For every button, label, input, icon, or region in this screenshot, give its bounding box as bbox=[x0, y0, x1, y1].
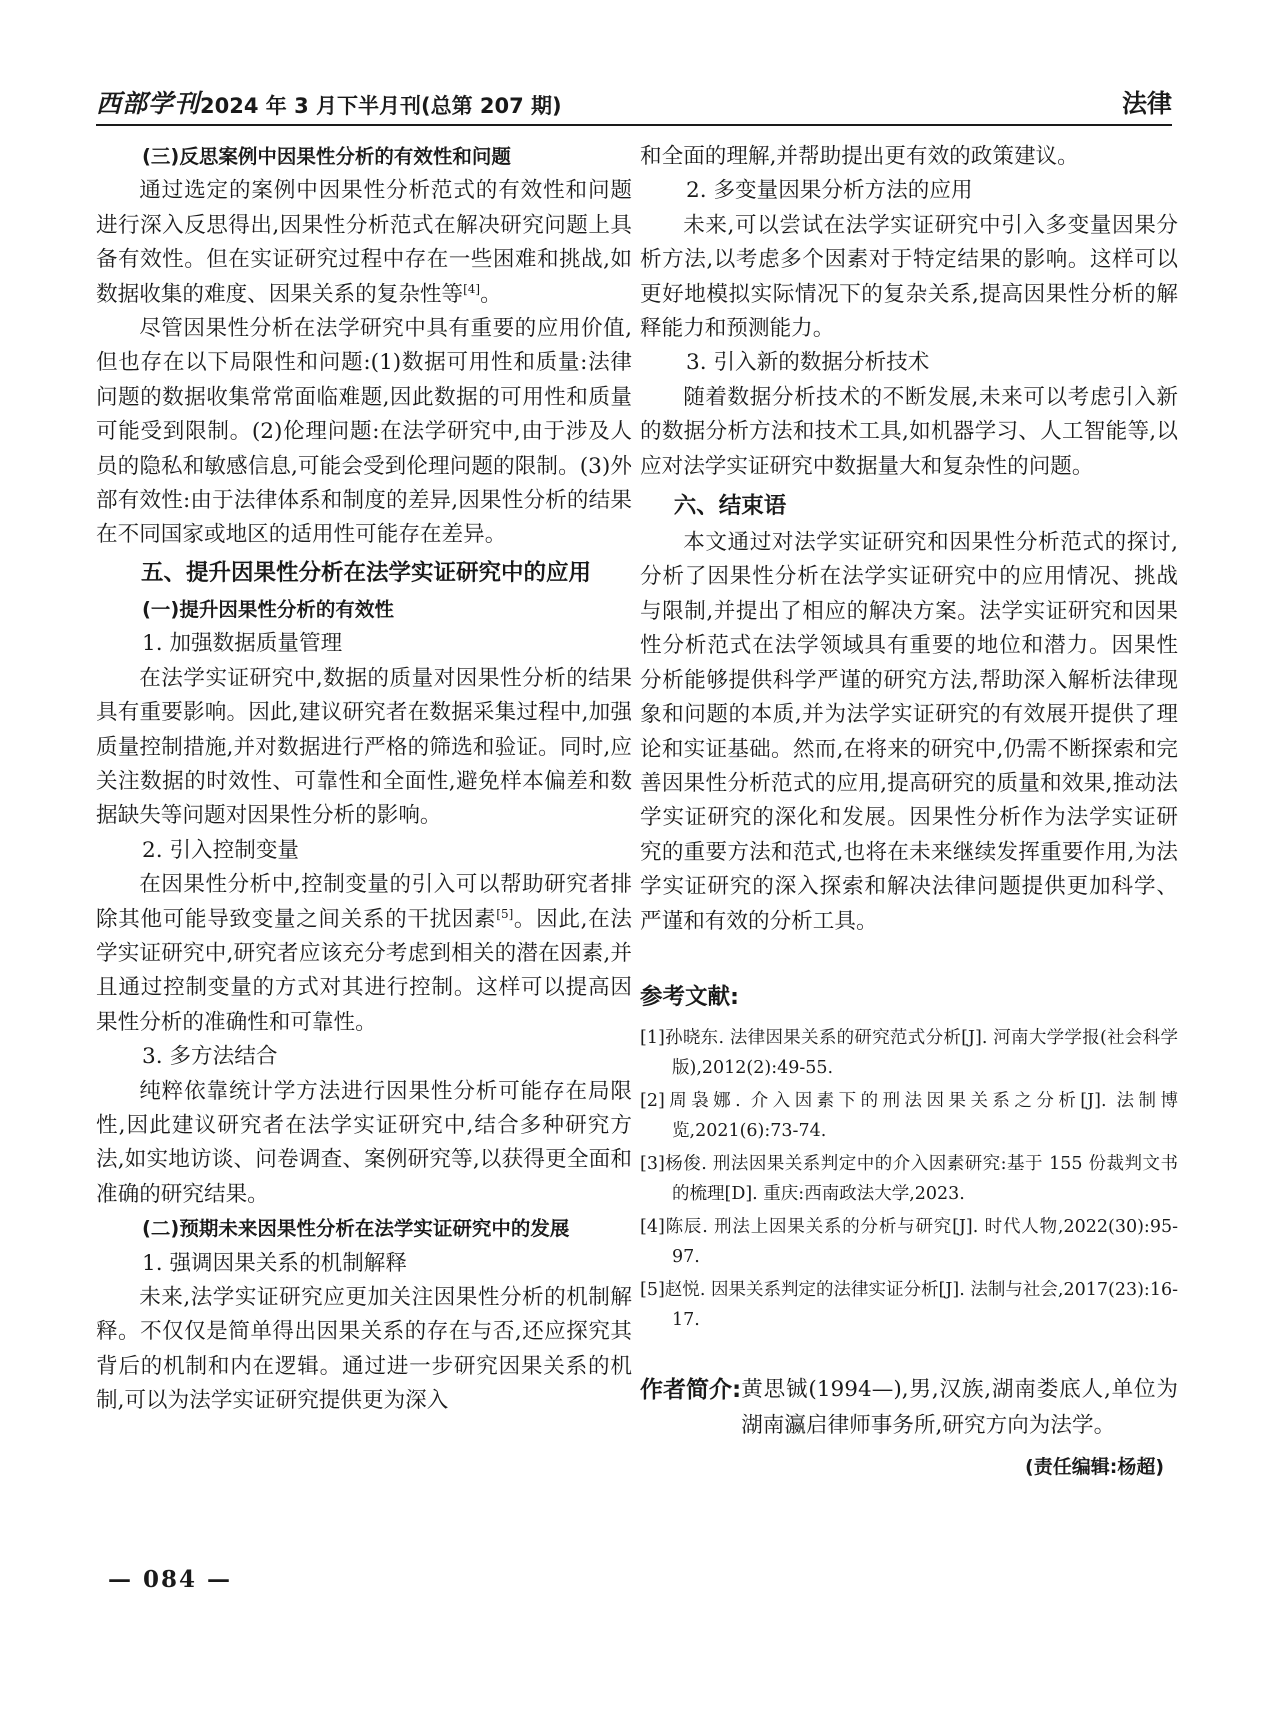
author-label: 作者简介: bbox=[640, 1376, 742, 1403]
item-heading: 3. 多方法结合 bbox=[142, 1044, 278, 1070]
paragraph: 在法学实证研究中,数据的质量对因果性分析的结果具有重要影响。因此,建议研究者在数据采集过程中,加强质量控制措施,并对数据进行严格的筛选和验证。同时,应关注数据的时效性、可靠性和全面性,避免样本偏差和数据缺失等问题对因果性分析的影响。 bbox=[96, 665, 632, 829]
paragraph: 未来,法学实证研究应更加关注因果性分析的机制解释。不仅仅是简单得出因果关系的存在与否,还应探究其背后的机制和内在逻辑。通过进一步研究因果关系的机制,可以为法学实证研究提供更为深入 bbox=[96, 1285, 632, 1414]
references-title: 参考文献: bbox=[640, 983, 739, 1010]
paragraph bbox=[96, 868, 632, 1040]
section-heading: 五、提升因果性分析在法学实证研究中的应用 bbox=[141, 559, 592, 586]
subsection-heading: (三)反思案例中因果性分析的有效性和问题 bbox=[142, 145, 511, 168]
section-name: 法律 bbox=[1121, 89, 1172, 118]
right-column bbox=[640, 140, 1178, 1479]
subsection-heading: (一)提升因果性分析的有效性 bbox=[142, 597, 394, 621]
reference-item: [4]陈辰. 刑法上因果关系的分析与研究[J]. 时代人物,2022(30):95-97. bbox=[640, 1216, 1178, 1268]
paragraph: 和全面的理解,并帮助提出更有效的政策建议。 bbox=[640, 144, 1079, 169]
paragraph: 本文通过对法学实证研究和因果性分析范式的探讨,分析了因果性分析在法学实证研究中的应用情况、挑战与限制,并提出了相应的解决方案。法学实证研究和因果性分析范式在法学领域具有重要的地位和潜力。因果性分析能够提供科学严谨的研究方法,帮助深入解析法律现象和问题的本质,并为法学实证研究的有效展开提供了理论和实证基础。然而,在将来的研究中,仍需不断探索和完善因果性分析范式的应用,提高研究的质量和效果,推动法学实证研究的深化和发展。因果性分析作为法学实证研究的重要方法和范式,也将在未来继续发挥重要作用,为法学实证研究的深入探索和解决法律问题提供更加科学、严谨和有效的分析工具。 bbox=[640, 530, 1178, 934]
reference-item: [3]杨俊. 刑法因果关系判定中的介入因素研究:基于 155 份裁判文书的梳理[D]. 重庆:西南政法大学,2023. bbox=[640, 1153, 1178, 1205]
author-text: 黄思铖(1994—),男,汉族,湖南娄底人,单位为湖南瀛启律师事务所,研究方向为法学。 bbox=[741, 1376, 1178, 1438]
reference-item: [1]孙晓东. 法律因果关系的研究范式分析[J]. 河南大学学报(社会科学版),2012(2):49-55. bbox=[640, 1027, 1178, 1079]
item-heading: 2. 多变量因果分析方法的应用 bbox=[686, 178, 973, 204]
paragraph: 未来,可以尝试在法学实证研究中引入多变量因果分析方法,以考虑多个因素对于特定结果的影响。这样可以更好地模拟实际情况下的复杂关系,提高因果性分析的解释能力和预测能力。 bbox=[640, 212, 1178, 342]
subsection-heading: (二)预期未来因果性分析在法学实证研究中的发展 bbox=[142, 1217, 570, 1241]
author-bio bbox=[640, 1372, 1178, 1444]
running-header bbox=[96, 86, 1172, 126]
reference-item: [2]周袅娜. 介入因素下的刑法因果关系之分析[J]. 法制博览,2021(6):73-74. bbox=[640, 1090, 1178, 1142]
paragraph-text: 。 bbox=[480, 281, 502, 307]
item-heading: 1. 加强数据质量管理 bbox=[142, 631, 343, 657]
issue-info: 2024 年 3 月下半月刊(总第 207 期) bbox=[200, 94, 562, 118]
citation-ref: [5] bbox=[496, 906, 514, 921]
page-number: — 084 — bbox=[108, 1566, 233, 1593]
item-heading: 1. 强调因果关系的机制解释 bbox=[142, 1250, 407, 1276]
section-heading: 六、结束语 bbox=[673, 493, 787, 520]
item-heading: 2. 引入控制变量 bbox=[142, 837, 300, 863]
paragraph-text: 。因此,在法学实证研究中,研究者应该充分考虑到相关的潜在因素,并且通过控制变量的方式对其进行控制。这样可以提高因果性分析的准确性和可靠性。 bbox=[96, 906, 632, 1035]
citation-ref: [4] bbox=[463, 281, 481, 296]
paragraph: 随着数据分析技术的不断发展,未来可以考虑引入新的数据分析方法和技术工具,如机器学习、人工智能等,以应对法学实证研究中数据量大和复杂性的问题。 bbox=[640, 384, 1178, 479]
item-heading: 3. 引入新的数据分析技术 bbox=[686, 350, 930, 376]
journal-logo: 西部学刊 bbox=[96, 89, 201, 118]
references-list bbox=[640, 1023, 1178, 1336]
header-left bbox=[96, 84, 562, 124]
paragraph bbox=[96, 174, 632, 312]
paragraph: 尽管因果性分析在法学研究中具有重要的应用价值,但也存在以下局限性和问题:(1)数据可用性和质量:法律问题的数据收集常常面临难题,因此数据的可用性和质量可能受到限制。(2)伦理问题:在法学研究中,由于涉及人员的隐私和敏感信息,可能会受到伦理问题的限制。(3)外部有效性:由于法律体系和制度的差异,因果性分析的结果在不同国家或地区的适用性可能存在差异。 bbox=[96, 316, 632, 548]
responsible-editor: (责任编辑:杨超) bbox=[1025, 1455, 1164, 1478]
paragraph: 纯粹依靠统计学方法进行因果性分析可能存在局限性,因此建议研究者在法学实证研究中,结合多种研究方法,如实地访谈、问卷调查、案例研究等,以获得更全面和准确的研究结果。 bbox=[96, 1078, 632, 1207]
reference-item: [5]赵悦. 因果关系判定的法律实证分析[J]. 法制与社会,2017(23):16-17. bbox=[640, 1279, 1178, 1331]
paragraph-text: 通过选定的案例中因果性分析范式的有效性和问题进行深入反思得出,因果性分析范式在解决研究问题上具备有效性。但在实证研究过程中存在一些困难和挑战,如数据收集的难度、因果关系的复杂性等 bbox=[96, 178, 632, 307]
left-column bbox=[96, 140, 632, 1419]
paragraph-text: 在因果性分析中,控制变量的引入可以帮助研究者排除其他可能导致变量之间关系的干扰因素 bbox=[96, 872, 632, 932]
